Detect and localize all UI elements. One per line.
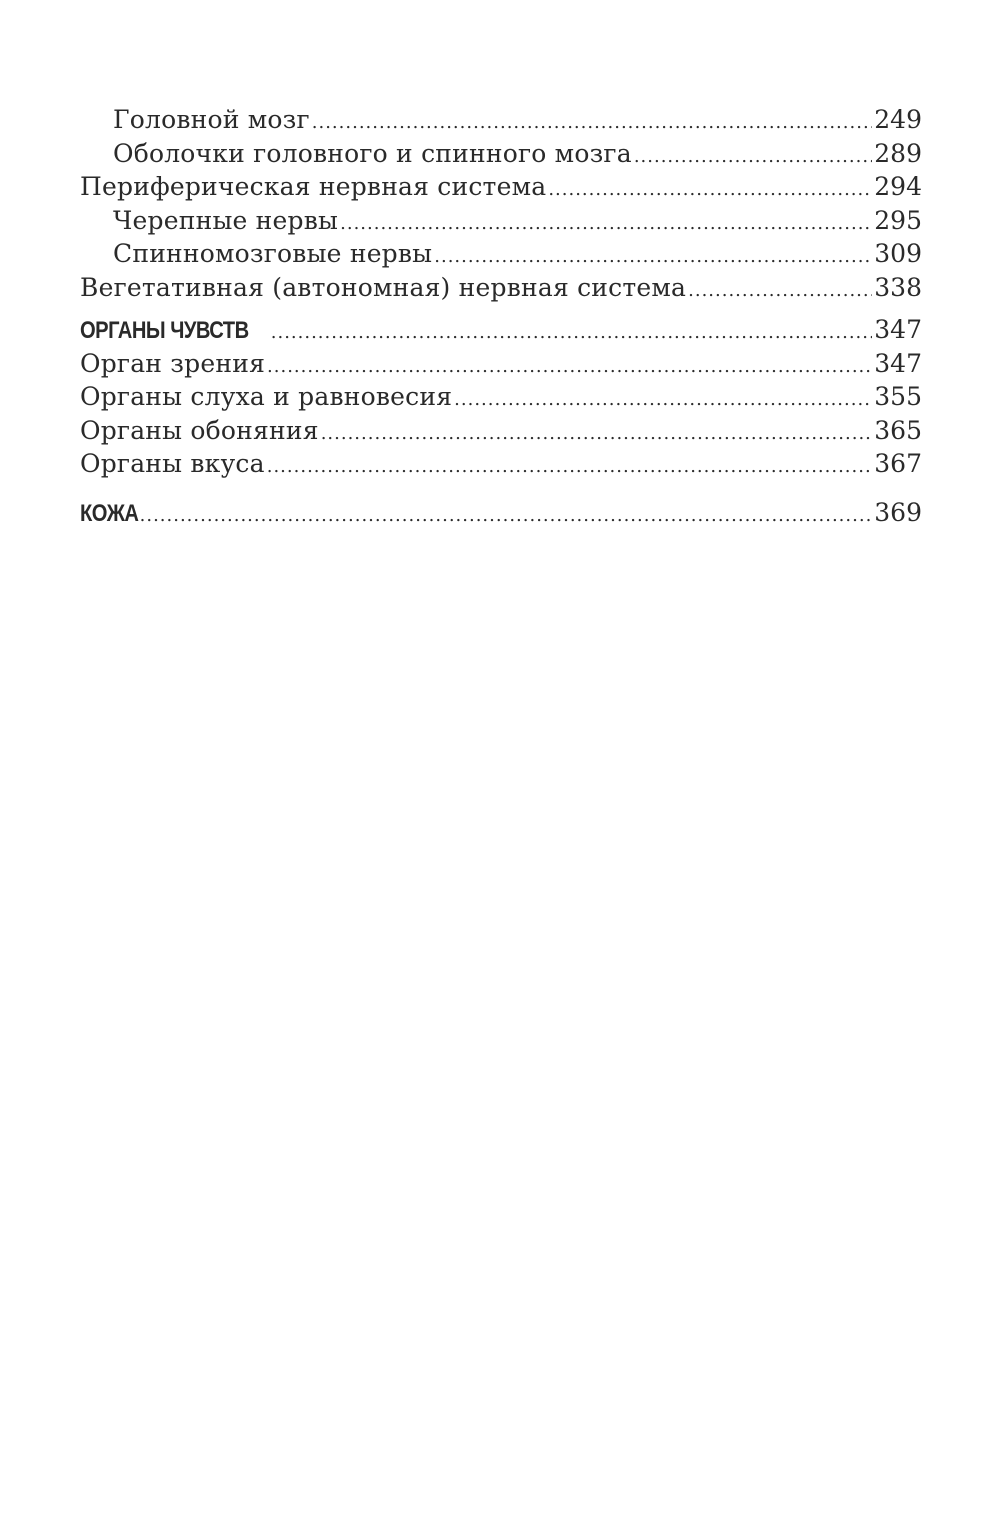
toc-entry-title: Черепные нервы	[113, 205, 339, 235]
toc-entry[interactable]	[80, 172, 922, 206]
toc-entry-title: Органы слуха и равновесия	[80, 382, 453, 411]
toc-page-number: 355	[874, 382, 922, 411]
toc-entry-title: Головной мозг	[113, 105, 310, 134]
toc-entry-title: Вегетативная (автономная) нервная система	[80, 272, 687, 302]
toc-entry-title: Оболочки головного и спинного мозга	[113, 138, 632, 168]
toc-dot-leader	[271, 322, 873, 343]
toc-dot-leader	[548, 179, 872, 200]
toc-page-number: 347	[874, 348, 922, 378]
toc-page-number: 365	[874, 415, 922, 445]
toc-entry[interactable]	[80, 239, 922, 273]
toc-page-number: 347	[874, 315, 922, 344]
toc-dot-leader	[454, 389, 872, 410]
toc-page-number: 294	[874, 172, 922, 201]
toc-page-number: 367	[874, 449, 922, 478]
toc-page-number: 295	[874, 205, 922, 235]
toc-page-number: 338	[874, 272, 922, 302]
toc-page-number: 369	[874, 497, 922, 527]
toc-page-number: 249	[874, 105, 922, 134]
toc-dot-leader	[321, 423, 873, 444]
toc-dot-leader	[267, 456, 873, 477]
toc-entry-title: Органы вкуса	[80, 449, 265, 478]
toc-entry[interactable]	[80, 449, 922, 483]
toc-section-heading[interactable]	[80, 498, 922, 532]
toc-entry[interactable]	[80, 273, 922, 307]
table-of-contents	[80, 105, 922, 531]
toc-dot-leader	[312, 112, 873, 133]
toc-section-title: КОЖА	[80, 499, 139, 527]
toc-dot-leader	[634, 146, 872, 167]
toc-entry[interactable]	[80, 349, 922, 383]
toc-section-heading[interactable]	[80, 315, 922, 349]
toc-entry[interactable]	[80, 416, 922, 450]
toc-dot-leader	[340, 213, 872, 234]
toc-entry[interactable]	[80, 105, 922, 139]
toc-dot-leader	[267, 356, 872, 377]
toc-entry-title: Спинномозговые нервы	[113, 239, 433, 268]
toc-entry[interactable]	[80, 139, 922, 173]
toc-entry-title: Орган зрения	[80, 348, 266, 378]
toc-page-number: 289	[874, 138, 922, 168]
toc-dot-leader	[688, 280, 872, 301]
toc-entry-title: Органы обоняния	[80, 415, 319, 445]
toc-entry-title: Периферическая нервная система	[80, 172, 547, 201]
toc-entry[interactable]	[80, 382, 922, 416]
toc-dot-leader	[140, 505, 873, 526]
toc-section-title: ОРГАНЫ ЧУВСТВ	[80, 317, 249, 344]
toc-page-number: 309	[874, 239, 922, 268]
toc-dot-leader	[434, 246, 872, 267]
toc-entry[interactable]	[80, 206, 922, 240]
